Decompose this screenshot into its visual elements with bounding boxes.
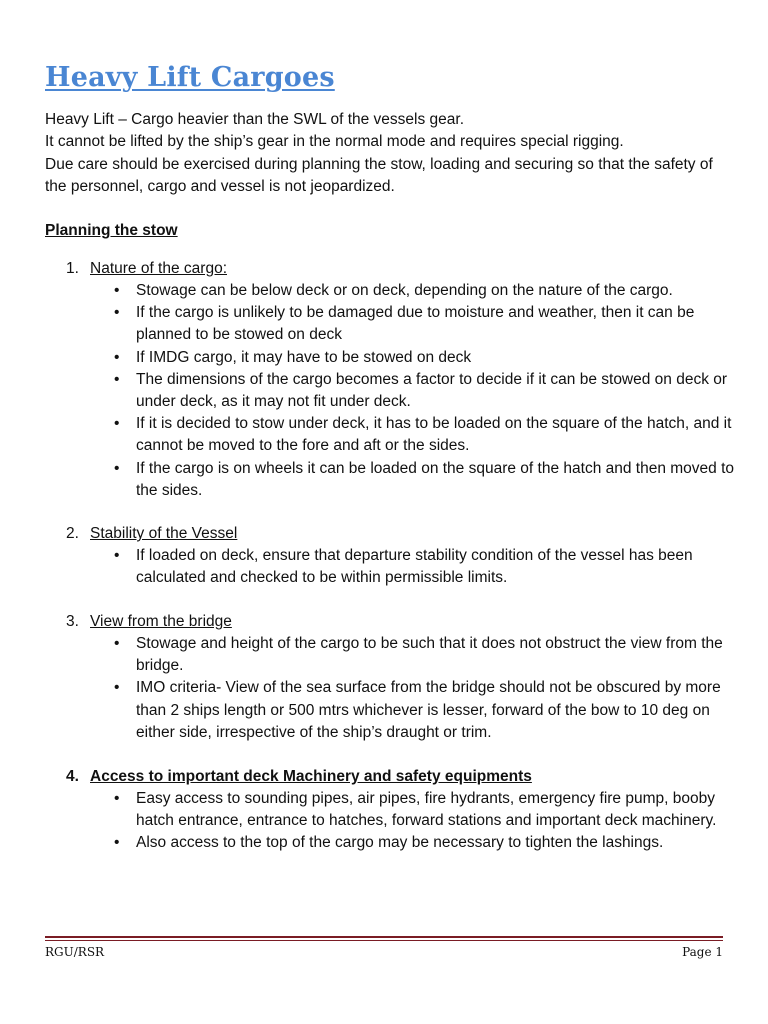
bullet-list (66, 633, 736, 744)
item-title: View from the bridge (90, 613, 232, 630)
bullet-item (66, 347, 736, 369)
bullet-text: If the cargo is on wheels it can be loaded on the square of the hatch and then moved to the sides. (136, 459, 735, 499)
bullet-icon: • (114, 370, 120, 388)
bullet-item (66, 413, 736, 457)
bullet-icon: • (114, 415, 120, 433)
bullet-item (66, 458, 736, 502)
bullet-icon: • (114, 459, 120, 477)
item-heading (66, 611, 736, 633)
numbered-item (66, 766, 736, 855)
bullet-icon: • (114, 282, 120, 299)
bullet-text: The dimensions of the cargo becomes a factor to decide if it can be stowed on deck or under deck, as it may not fit under deck. (136, 370, 728, 411)
intro-line: Heavy Lift – Cargo heavier than the SWL of the vessels gear. (45, 111, 465, 128)
item-number: 3. (66, 613, 79, 630)
bullet-text: Stowage can be below deck or on deck, depending on the nature of the cargo. (136, 282, 673, 299)
bullet-icon: • (114, 348, 120, 366)
bullet-text: If the cargo is unlikely to be damaged due to moisture and weather, then it can be planned to be stowed on deck (136, 304, 695, 344)
bullet-list (66, 545, 736, 589)
bullet-icon: • (114, 304, 120, 322)
item-number: 2. (66, 525, 79, 542)
bullet-text: If it is decided to stow under deck, it has to be loaded on the square of the hatch, and it cannot be moved to the fore and aft or the sides. (136, 415, 732, 455)
intro-line: Due care should be exercised during planning the stow, loading and securing so that the safety of the personnel, cargo and vessel is not jeopardized. (45, 155, 713, 195)
bullet-text: If IMDG cargo, it may have to be stowed on deck (136, 348, 472, 366)
bullet-text: Easy access to sounding pipes, air pipes, fire hydrants, emergency fire pump, booby hatch entrance, entrance to hatches, forward stations and important deck machinery. (136, 790, 717, 830)
bullet-item (66, 369, 736, 413)
intro-paragraph (45, 109, 735, 198)
item-title: Stability of the Vessel (90, 525, 238, 542)
footer-author: RGU/RSR (45, 945, 105, 959)
bullet-item (66, 545, 736, 589)
item-number: 4. (66, 768, 79, 785)
bullet-text: IMO criteria- View of the sea surface from the bridge should not be obscured by more than 2 ships length or 500 mtrs whichever is lesser, forward of the bow to 10 deg on either side, irrespective of the ship’s draught or trim. (136, 679, 721, 741)
bullet-item (66, 788, 736, 832)
item-title: Nature of the cargo: (90, 260, 227, 277)
bullet-icon: • (114, 790, 120, 807)
bullet-item (66, 832, 736, 854)
bullet-list (66, 280, 736, 502)
section-heading: Planning the stow (45, 222, 178, 239)
item-title: Access to important deck Machinery and safety equipments (90, 768, 532, 785)
numbered-item (66, 523, 736, 589)
intro-line: It cannot be lifted by the ship’s gear in the normal mode and requires special rigging. (45, 133, 624, 151)
bullet-icon: • (114, 635, 120, 652)
page-title: Heavy Lift Cargoes (45, 62, 335, 93)
page-number: Page 1 (682, 945, 723, 959)
bullet-item (66, 633, 736, 677)
bullet-item (66, 280, 736, 302)
bullet-text: If loaded on deck, ensure that departure stability condition of the vessel has been calculated and checked to be within permissible limits. (136, 547, 693, 587)
bullet-icon: • (114, 547, 120, 564)
item-heading (66, 523, 736, 545)
bullet-text: Also access to the top of the cargo may be necessary to tighten the lashings. (136, 834, 664, 852)
bullet-item (66, 677, 736, 744)
numbered-item (66, 258, 736, 502)
item-heading (66, 258, 736, 280)
footer-divider (45, 936, 723, 938)
footer-divider (45, 940, 723, 941)
bullet-text: Stowage and height of the cargo to be such that it does not obstruct the view from the bridge. (136, 635, 723, 675)
bullet-item (66, 302, 736, 346)
item-number: 1. (66, 260, 79, 277)
bullet-list (66, 788, 736, 855)
numbered-item (66, 611, 736, 744)
bullet-icon: • (114, 834, 120, 852)
item-heading (66, 766, 736, 788)
bullet-icon: • (114, 679, 120, 697)
